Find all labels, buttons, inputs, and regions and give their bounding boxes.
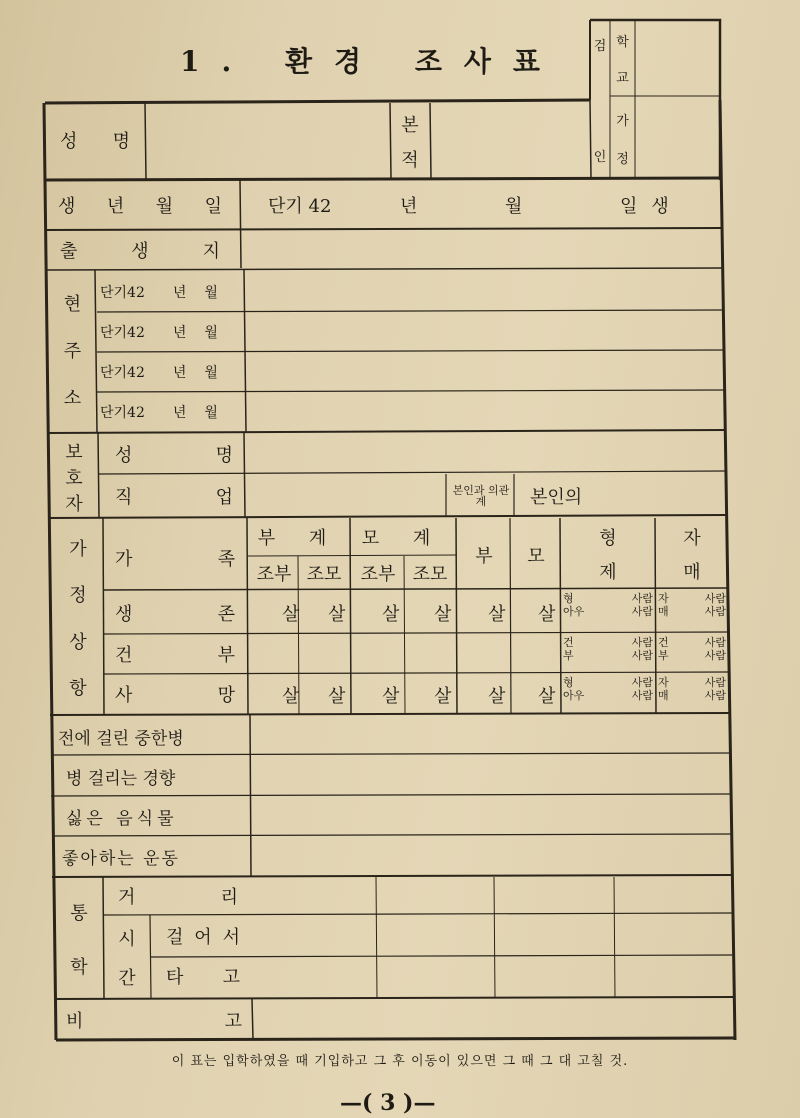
birth-year-label: 년 — [400, 196, 418, 217]
school-label: 학 교 — [616, 34, 629, 86]
dead-label: 사 망 — [115, 685, 235, 706]
time-label: 시 간 — [118, 928, 136, 989]
siblings-label: 형 제 — [599, 528, 617, 583]
birth-era: 단기 42 — [268, 196, 332, 217]
address-row-1: 단기42 년 월 — [100, 285, 218, 301]
seal-label: 검 인 — [593, 39, 607, 165]
sisters-label: 자 매 — [683, 528, 701, 583]
sis-dead-cell: 자 사람 매 사람 — [658, 676, 726, 702]
guardian-label: 보 호 자 — [65, 442, 83, 515]
school-seal-box[interactable] — [636, 22, 718, 94]
dead-mark: 살 — [434, 686, 452, 707]
name-field[interactable] — [148, 106, 388, 176]
hometown-field[interactable] — [432, 106, 588, 176]
guardian-name-field[interactable] — [248, 436, 722, 470]
mat-grandfather: 조부 — [360, 564, 396, 585]
home-seal-box[interactable] — [636, 98, 718, 176]
tendency-label: 병 걸리는 경향 — [66, 768, 176, 789]
guardian-job-label: 직 업 — [115, 487, 233, 508]
name-label: 성 명 — [60, 131, 130, 152]
relation-label: 본인과 의관계 — [452, 484, 510, 508]
sib-alive-cell: 형 사람 아우 사람 — [563, 592, 653, 618]
birth-day-label: 일생 — [620, 196, 683, 217]
father-label: 부 — [475, 546, 493, 567]
family-label: 가 정 상 항 — [69, 539, 87, 699]
distance-label: 거 리 — [118, 887, 238, 908]
address-row-2: 단기42 년 월 — [100, 325, 218, 341]
dead-mark: 살 — [328, 686, 346, 707]
dead-mark: 살 — [538, 686, 556, 707]
healthy-label: 건 부 — [115, 645, 235, 666]
illness-field[interactable] — [254, 718, 728, 752]
guardian-name-label: 성 명 — [115, 445, 233, 466]
birthplace-field[interactable] — [244, 232, 720, 266]
dead-mark: 살 — [382, 686, 400, 707]
alive-mark: 살 — [538, 604, 556, 625]
home-label: 가 정 — [616, 113, 629, 167]
dislike-food-field[interactable] — [254, 798, 728, 832]
remark-label: 비 고 — [66, 1011, 242, 1032]
sis-alive-cell: 자 사람 매 사람 — [658, 592, 726, 618]
tendency-field[interactable] — [254, 758, 728, 792]
pat-grandfather: 조부 — [256, 564, 292, 585]
sport-label: 좋아하는 운동 — [62, 848, 180, 869]
commute-label: 통 학 — [70, 903, 88, 978]
page-number: —( 3 )— — [340, 1090, 436, 1116]
birthplace-label: 출 생 지 — [60, 241, 230, 262]
dead-mark: 살 — [282, 686, 300, 707]
sib-health-cell: 건 사람 부 사람 — [563, 636, 653, 662]
alive-mark: 살 — [282, 604, 300, 625]
ride-label: 타 고 — [166, 967, 240, 988]
remark-field[interactable] — [256, 1002, 730, 1036]
guardian-job-field[interactable] — [248, 476, 444, 514]
address-row-4: 단기42 년 월 — [100, 405, 218, 421]
address-label: 현 주 소 — [63, 294, 82, 409]
walk-label: 걸 어 서 — [166, 927, 240, 948]
mat-grandmother: 조모 — [412, 564, 448, 585]
alive-mark: 살 — [328, 604, 346, 625]
sib-dead-cell: 형 사람 아우 사람 — [563, 676, 653, 702]
alive-mark: 살 — [434, 604, 452, 625]
sport-field[interactable] — [254, 838, 728, 872]
alive-mark: 살 — [488, 604, 506, 625]
birth-label: 생 년 월 일 — [58, 196, 228, 217]
relation-value: 본인의 — [530, 487, 583, 508]
dislike-food-label: 싫은 음식물 — [66, 808, 178, 829]
alive-mark: 살 — [382, 604, 400, 625]
address-row-3: 단기42 년 월 — [100, 365, 218, 381]
maternal-label: 모 계 — [361, 528, 445, 549]
dead-mark: 살 — [488, 686, 506, 707]
paternal-label: 부 계 — [257, 528, 341, 549]
illness-label: 전에 걸린 중한병 — [58, 728, 184, 749]
footnote: 이 표는 입학하였을 때 기입하고 그 후 이동이 있으면 그 때 그 대 고칠 것. — [171, 1054, 629, 1069]
sis-health-cell: 건 사람 부 사람 — [658, 636, 726, 662]
mother-label: 모 — [527, 546, 545, 567]
family-head-label: 가 족 — [115, 549, 235, 570]
alive-label: 생 존 — [115, 604, 235, 625]
form-title: 1. 환경 조사표 — [180, 45, 562, 78]
pat-grandmother: 조모 — [306, 564, 342, 585]
hometown-label: 본 적 — [401, 114, 419, 171]
birth-month-label: 월 — [505, 196, 523, 217]
